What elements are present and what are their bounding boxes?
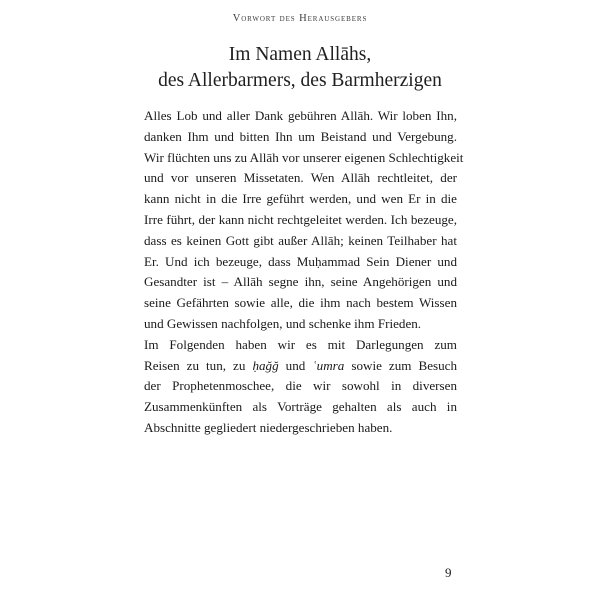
text-segment: und xyxy=(278,357,313,373)
body-text xyxy=(144,106,464,439)
text-line: seine Gefährten sowie alle, die ihm nach bestem Wissen xyxy=(144,295,457,311)
text-line: dass es keinen Gott gibt außer Allāh; keinen Teilhaber hat xyxy=(144,232,457,248)
text-line: und Gewissen nachfolgen, und schenke ihm Frieden. xyxy=(144,315,422,331)
term-hajj: ḥağğ xyxy=(252,357,279,373)
term-umra: ʿumra xyxy=(312,357,345,373)
running-head: Vorwort des Herausgebers xyxy=(232,13,368,24)
text-line-with-terms xyxy=(144,356,457,377)
text-line: Alles Lob und aller Dank gebühren Allāh. Wir loben Ihn, xyxy=(144,108,457,123)
heading-line-1: Im Namen Allāhs, xyxy=(228,44,372,65)
text-segment: Reisen zu tun, zu xyxy=(144,357,253,373)
page-number: 9 xyxy=(445,565,452,580)
text-line: kann nicht in die Irre geführt werden, und wen Er in die xyxy=(144,191,457,207)
heading-line-2: des Allerbarmers, des Barmherzigen xyxy=(158,70,442,91)
text-line: der Prophetenmoschee, die wir sowohl in diversen xyxy=(144,378,457,394)
text-line: Im Folgenden haben wir es mit Darlegungen zum xyxy=(144,336,457,352)
text-segment: sowie zum Besuch xyxy=(344,357,458,373)
text-line: Wir flüchten uns zu Allāh vor unserer eigenen Schlechtigkeit xyxy=(144,149,464,165)
text-line: Irre führt, der kann nicht rechtgeleitet werden. Ich bezeuge, xyxy=(144,211,457,227)
text-line: Abschnitte gegliedert niedergeschrieben haben. xyxy=(144,419,393,435)
text-line: Zusammenkünften als Vorträge gehalten als auch in xyxy=(144,399,457,415)
text-line: und vor unseren Missetaten. Wen Allāh rechtleitet, der xyxy=(144,170,457,186)
text-line: Er. Und ich bezeuge, dass Muḥammad Sein Diener und xyxy=(144,253,457,269)
text-line: danken Ihm und bitten Ihn um Beistand und Vergebung. xyxy=(144,128,457,144)
page-heading xyxy=(0,42,600,94)
text-line: Gesandter ist – Allāh segne ihn, seine Angehörigen und xyxy=(144,274,457,290)
